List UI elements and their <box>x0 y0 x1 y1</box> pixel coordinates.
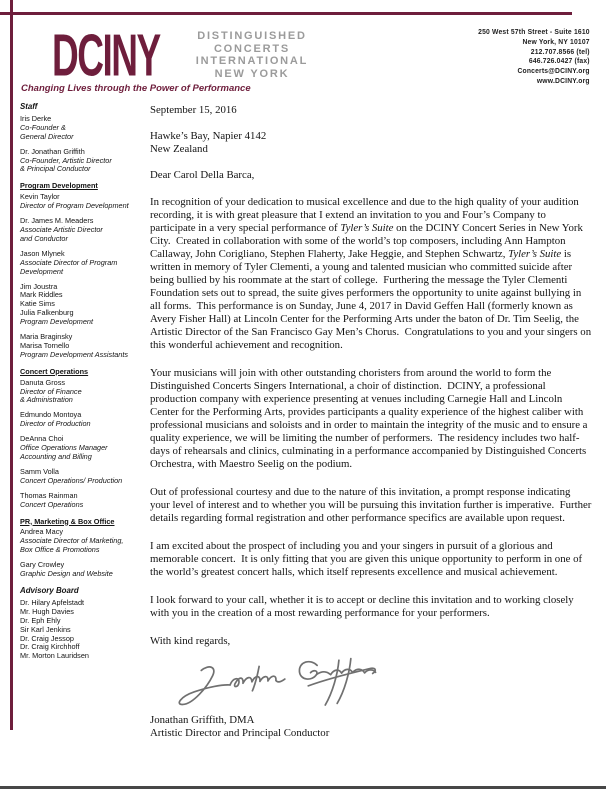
letter-paragraph <box>150 367 592 471</box>
staff-title: Program Development Assistants <box>20 349 129 359</box>
signer-name: Jonathan Griffith, DMA <box>150 714 255 726</box>
staff-name: Andrea Macy <box>20 527 63 537</box>
staff-entry <box>20 599 146 661</box>
text-segment: I look forward to your call, whether it is to accept or decline this invitation and to working closely with you in the creation of a most rewarding performance for your performers. <box>150 594 577 619</box>
signature-strokes <box>171 652 389 719</box>
staff-title: Director of Finance <box>20 386 82 396</box>
staff-title: Associate Artistic Director <box>20 224 103 234</box>
italic-text-segment: Tyler’s Suite <box>508 248 562 260</box>
staff-name: Mr. Morton Lauridsen <box>20 651 89 661</box>
recipient-address <box>150 130 592 156</box>
logo-subtitle-line: INTERNATIONAL <box>195 55 309 67</box>
italic-text-segment: Tyler’s Suite <box>340 222 394 234</box>
staff-entry <box>20 411 146 429</box>
logo-subtitle <box>178 30 326 80</box>
staff-name: Samm Volla <box>20 466 59 476</box>
recipient-line: New Zealand <box>150 143 208 155</box>
staff-entry <box>20 379 146 406</box>
text-segment: Your musicians will join with other outstanding choristers from around the world to form the Distinguished Concerts Singers International, a choir of distinction. DCINY, a professional production company with experience presenting at venues including Carnegie Hall and Lincoln Center for the Performing Arts, provides participants a quality experience of the highest caliber with professional musicians and soloists and in order to maintain the integrity of the music and to ensure a quality experience, we will be limiting the number of performers. The residency includes two half-days of rehearsals and clinics, culminating in a performance accompanied by Distinguished Concerts Orchestra, with Maestro Seelig on the podium. <box>150 367 591 470</box>
staff-name: Iris Derke <box>20 113 52 123</box>
staff-title: Co-Founder, Artistic Director <box>20 155 112 165</box>
staff-name: Jason Mlynek <box>20 248 65 258</box>
top-rule <box>0 12 572 15</box>
text-segment: is written in memory of Tyler Clementi, a young and talented musician who committed suicide after being bullied by his roommate at the start of college. Furthering the message the Tyler Clementi Foundation sets out to spread, the suite gives performers the opportunity to unite against bullying in all forms. This performance is on Sunday, June 4, 2017 in David Geffen Hall (formerly known as Avery Fisher Hall) at Lincoln Center for the Performing Arts under the baton of Dr. Tim Seelig, the Artistic Director of the San Francisco Gay Men’s Chorus. Congratulations to you and your singers on this wonderful achievement and recognition. <box>150 248 594 351</box>
staff-name: Edmundo Montoya <box>20 410 82 420</box>
staff-name: Katie Sims <box>20 299 55 309</box>
letter-paragraph <box>150 486 595 525</box>
staff-name: Thomas Rainman <box>20 490 78 500</box>
sidebar-section <box>20 587 146 661</box>
letter-paragraph <box>150 594 592 620</box>
letterhead-address <box>478 27 590 86</box>
logo-subtitle-line: DISTINGUISHED <box>197 30 307 42</box>
address-line: Concerts@DCINY.org <box>517 66 590 76</box>
staff-entry <box>20 148 146 175</box>
signature-image <box>171 641 593 719</box>
sidebar-section <box>20 182 146 359</box>
staff-entry <box>20 115 146 142</box>
staff-name: Dr. Craig Kirchhoff <box>20 642 80 652</box>
sidebar-section-header: Concert Operations <box>20 366 89 376</box>
address-line: www.DCINY.org <box>537 75 590 85</box>
text-segment: I am excited about the prospect of including you and your singers in pursuit of a glorious and memorable concert. It is only fitting that you are given this unique opportunity to perform in one of the world’s greatest concert halls, which itself represents excellence and musical achievement. <box>150 540 585 578</box>
staff-name: Marisa Tornello <box>20 340 70 350</box>
sidebar-section <box>20 368 146 510</box>
letter-paragraph <box>150 540 592 579</box>
closing: With kind regards, <box>150 635 231 647</box>
staff-name: Jim Joustra <box>20 281 58 291</box>
staff-title: Accounting and Billing <box>20 452 92 461</box>
sidebar-section-header: Advisory Board <box>20 585 79 595</box>
staff-name: Julia Falkenburg <box>20 308 74 318</box>
staff-sidebar <box>20 103 146 669</box>
sidebar-section <box>20 518 146 579</box>
staff-name: Dr. Craig Jessop <box>20 633 74 643</box>
staff-name: Gary Crowley <box>20 560 65 570</box>
sidebar-section <box>20 103 146 174</box>
address-line: New York, NY 10107 <box>522 36 590 46</box>
letter-body <box>150 104 595 740</box>
address-line: 646.726.0427 (fax) <box>529 56 590 66</box>
staff-name: Sir Karl Jenkins <box>20 624 71 634</box>
logo-subtitle-line: CONCERTS <box>213 42 291 55</box>
staff-title: Concert Operations <box>20 499 84 509</box>
staff-title: Director of Production <box>20 419 91 429</box>
salutation: Dear Carol Della Barca, <box>150 169 255 181</box>
staff-title: Associate Director of Program <box>20 257 118 267</box>
staff-title: Box Office & Promotions <box>20 545 100 555</box>
address-line: 250 West 57th Street - Suite 1610 <box>478 27 590 36</box>
staff-title: Concert Operations/ Production <box>20 475 123 485</box>
dciny-logo: DCINY <box>52 22 160 89</box>
staff-name: Dr. James M. Meaders <box>20 216 94 226</box>
staff-entry <box>20 333 146 360</box>
staff-name: Kevin Taylor <box>20 192 60 202</box>
staff-entry <box>20 435 146 462</box>
staff-entry <box>20 250 146 277</box>
address-line: 212.707.8566 (tel) <box>531 46 590 56</box>
staff-title: & Principal Conductor <box>20 164 91 174</box>
staff-name: Dr. Eph Ehly <box>20 615 61 625</box>
text-segment: In recognition of your dedication to musical excellence and due to the high quality of your audition recording, it is with great pleasure that I extend an invitation to you and Four’s Company to participate in a very special performance of <box>150 196 582 234</box>
staff-title: Associate Director of Marketing, <box>20 536 124 546</box>
sidebar-section-header: Program Development <box>20 181 98 191</box>
staff-entry <box>20 468 146 486</box>
staff-title: Co-Founder & <box>20 122 66 132</box>
staff-entry <box>20 283 146 328</box>
sidebar-section-header: PR, Marketing & Box Office <box>20 516 115 526</box>
tagline: Changing Lives through the Power of Performance <box>21 83 251 94</box>
letter-date: September 15, 2016 <box>150 104 237 116</box>
staff-entry <box>20 193 146 211</box>
staff-title: Director of Program Development <box>20 201 129 211</box>
staff-entry <box>20 561 146 579</box>
staff-name: Dr. Jonathan Griffith <box>20 146 85 156</box>
staff-title: Office Operations Manager <box>20 443 108 453</box>
text-segment: on the DCINY Concert Series in New York City. Created in collaboration with some of the world’s top composers, including Ann Hampton Callaway, John Corigliano, Stephen Flaherty, Jake Heggie, and Stephen Schwartz, <box>150 222 586 260</box>
staff-title: and Conductor <box>20 233 68 243</box>
staff-entry <box>20 492 146 510</box>
staff-name: Maria Braginsky <box>20 332 73 342</box>
staff-title: Graphic Design and Website <box>20 569 113 579</box>
staff-entry <box>20 528 146 555</box>
staff-name: Danuta Gross <box>20 377 66 387</box>
staff-name: Mr. Hugh Davies <box>20 606 74 616</box>
text-segment: Out of professional courtesy and due to the nature of this invitation, a prompt response indicating your level of interest and to whether you will be pursuing this invitation further is imperative. Further details regarding formal registration and other performance specifics are available upon request. <box>150 486 595 524</box>
staff-title: Development <box>20 266 63 276</box>
logo-subtitle-line: NEW YORK <box>214 67 290 80</box>
staff-title: Program Development <box>20 317 94 327</box>
letter-paragraph <box>150 196 592 352</box>
recipient-line: Hawke’s Bay, Napier 4142 <box>150 130 267 142</box>
staff-title: & Administration <box>20 395 73 405</box>
left-rule <box>10 0 13 730</box>
signer-title: Artistic Director and Principal Conductor <box>150 727 330 739</box>
sidebar-section-header: Staff <box>20 102 38 111</box>
staff-name: DeAnna Choi <box>20 434 64 444</box>
staff-name: Mark Riddles <box>20 290 63 300</box>
staff-entry <box>20 217 146 244</box>
staff-name: Dr. Hilary Apfelstadt <box>20 597 85 607</box>
staff-title: General Director <box>20 131 74 141</box>
